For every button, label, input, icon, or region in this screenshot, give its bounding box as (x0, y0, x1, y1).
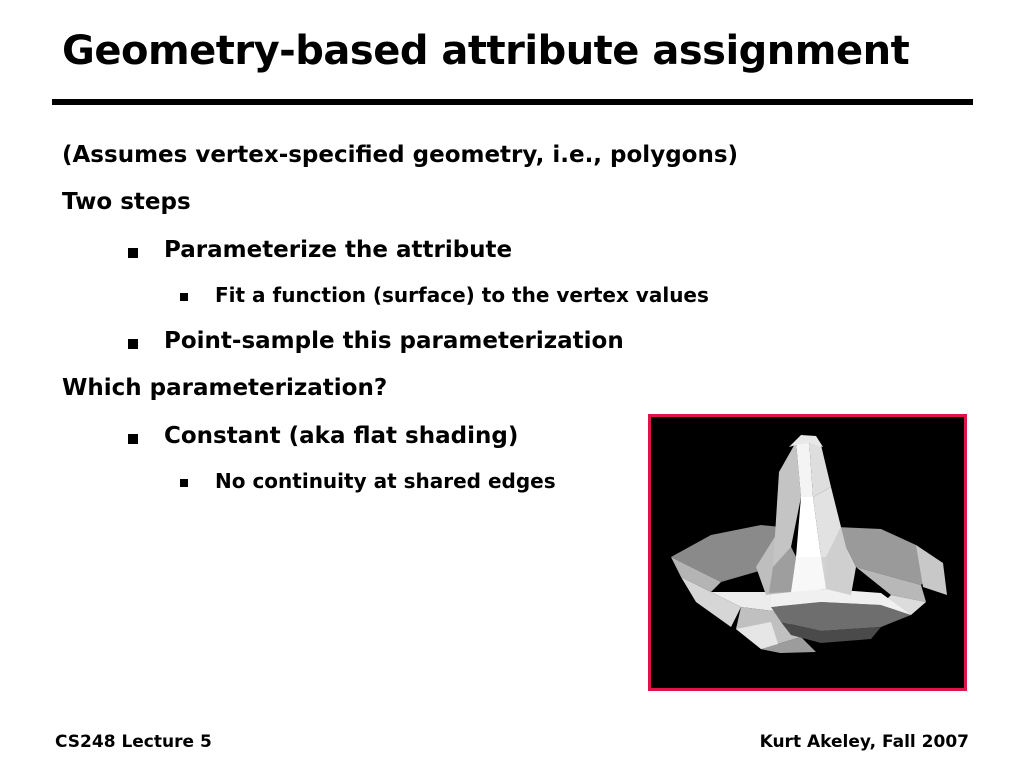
footer-course: CS248 Lecture 5 (55, 732, 212, 752)
line-no-continuity: No continuity at shared edges (215, 469, 556, 493)
bullet-square (128, 434, 138, 444)
line-which-parameterization: Which parameterization? (62, 375, 388, 401)
line-assumes: (Assumes vertex-specified geometry, i.e., polygons) (62, 142, 739, 168)
line-constant: Constant (aka flat shading) (164, 423, 519, 449)
line-two-steps: Two steps (62, 189, 191, 215)
flat-shaded-surface-figure (648, 414, 967, 691)
slide-title: Geometry-based attribute assignment (62, 28, 910, 74)
surface-render (651, 417, 964, 688)
title-rule (52, 99, 973, 105)
footer-author: Kurt Akeley, Fall 2007 (759, 732, 969, 752)
line-fit-function: Fit a function (surface) to the vertex values (215, 283, 709, 307)
bullet-square (180, 293, 188, 301)
bullet-square (180, 479, 188, 487)
line-point-sample: Point-sample this parameterization (164, 328, 624, 354)
line-parameterize: Parameterize the attribute (164, 237, 513, 263)
bullet-square (128, 248, 138, 258)
bullet-square (128, 339, 138, 349)
